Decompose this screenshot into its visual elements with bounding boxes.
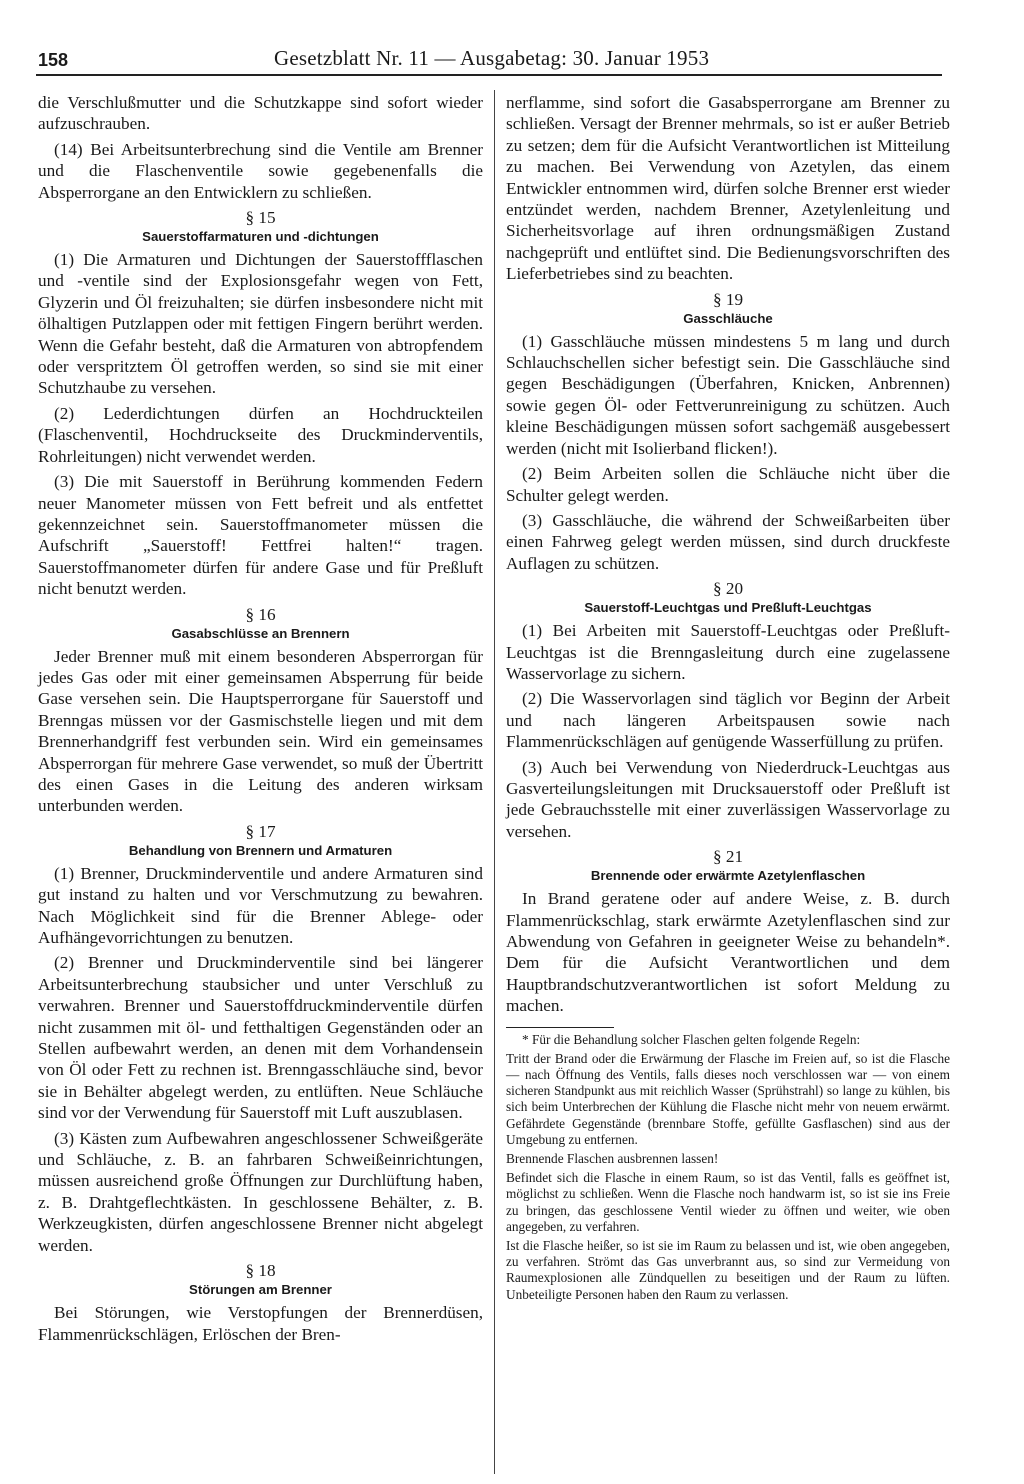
section-number: § 16 xyxy=(245,604,276,624)
section-number: § 17 xyxy=(245,821,276,841)
paragraph: (1) Bei Arbeiten mit Sauerstoff-Leuchtgas oder Preßluft-Leuchtgas ist die Brenngasleitung durch eine zugelassene Wasservorlage zu sichern. xyxy=(506,621,950,683)
gazette-title: Gesetzblatt Nr. 11 — Ausgabetag: 30. Januar 1953 xyxy=(274,46,710,70)
section-number: § 19 xyxy=(712,289,744,309)
right-column xyxy=(506,92,950,1306)
footnote: * Für die Behandlung solcher Flaschen gelten folgende Regeln: xyxy=(522,1031,861,1047)
section-number: § 18 xyxy=(245,1261,276,1281)
paragraph: (14) Bei Arbeitsunterbrechung sind die Ventile am Brenner und die Flaschenventile sowie gegebenenfalls die Absperrorgane an den Entwicklern zu schließen. xyxy=(38,139,483,202)
paragraph: (3) Kästen zum Aufbewahren angeschlossener Schweißgeräte und Schläuche, z. B. an fahrbaren Schweißeinrichtungen, müssen ausreichend große Öffnungen zur Durchlüftung haben, z. B. Drahtgeflechtkästen. In geschlossene Behälter, z. B. Werkzeugkisten, dürfen angeschlossene Brenner nicht abgelegt werden. xyxy=(38,1128,483,1255)
footnote: Befindet sich die Flasche in einem Raum, so ist das Ventil, falls es geöffnet ist, möglichst zu schließen. Wenn die Flasche noch handwarm ist, so ist sie ins Freie zu bringen, das geschlossene Ventil wieder zu öffnen und weiter, wie oben angegeben, zu verfahren. xyxy=(506,1170,950,1234)
section-heading: Sauerstoffarmaturen und -dichtungen xyxy=(142,229,379,245)
paragraph: (3) Auch bei Verwendung von Niederdruck-Leuchtgas aus Gasverteilungsleitungen mit Drucksauerstoff oder Preßluft ist jede Gebrauchsstelle mit einer zuverlässigen Wasservorlage zu versehen. xyxy=(506,757,950,841)
paragraph: (1) Brenner, Druckminderventile und andere Armaturen sind gut instand zu halten und vor Verschmutzung zu bewahren. Nach Möglichkeit sind für die Brenner Ablege- oder Aufhängevorrichtungen zu benutzen. xyxy=(38,863,483,947)
paragraph: (2) Brenner und Druckminderventile sind bei längerer Arbeitsunterbrechung staubsicher und unter Verschluß zu verwahren. Brenner und Sauerstoffdruckminderventile dürfen nicht zusammen mit öl- und fetthaltigen Gegenständen oder an Stellen aufbewahrt werden, an denen mit dem Vorhandensein von Öl oder Fett zu rechnen ist. Brenngasschläuche sind, bevor sie in Behälter abgelegt werden, zu entlüften. Neue Schläuche sind vor der Verwendung für Sauerstoff mit Luft auszublasen. xyxy=(38,953,483,1123)
page-header xyxy=(36,44,942,76)
footnote: Brennende Flaschen ausbrennen lassen! xyxy=(506,1151,719,1167)
footnote: Ist die Flasche heißer, so ist sie im Raum zu belassen und ist, wie oben angegeben, zu verfahren. Strömt das Gas unverbrannt aus, so sind zur Vermeidung von Raumexplosionen alle Zündquellen zu beseitigen und der Raum zu lüften. Unbeteiligte Personen haben den Raum zu verlassen. xyxy=(506,1238,950,1302)
footnote-rule xyxy=(506,1027,614,1028)
left-column xyxy=(38,92,483,1349)
paragraph: (1) Gasschläuche müssen mindestens 5 m lang und durch Schlauchschellen sicher befestigt sein. Die Gasschläuche sind gegen Beschädigungen (Überfahren, Knicken, Anbrennen) sowie gegen Öl- oder Fettverunreinigung zu schützen. Auch kleine Beschädigungen müssen sofort sachgemäß ausgebessert werden (nicht mit Isolierband flicken!). xyxy=(506,331,950,458)
section-heading: Behandlung von Brennern und Armaturen xyxy=(128,842,393,858)
section-heading: Gasschläuche xyxy=(683,310,773,326)
page-number: 158 xyxy=(38,50,69,70)
section-number: § 15 xyxy=(245,208,276,228)
paragraph: Jeder Brenner muß mit einem besonderen Absperrorgan für jedes Gas oder mit einer gemeinsamen Absperrung für beide Gase versehen sein. Die Hauptsperrorgane für Sauerstoff und Brenngas müssen vor der Gasmischstelle liegen und mit dem Brennerhandgriff fest verbunden sein. Wird ein gemeinsames Absperrorgan für mehrere Gase verwendet, so muß der Übertritt des einen Gases in die Leitung des anderen wirksam unterbunden werden. xyxy=(38,646,483,816)
paragraph: (2) Die Wasservorlagen sind täglich vor Beginn der Arbeit und nach längeren Arbeitspausen sowie nach Flammenrückschlägen auf genügende Wasserfüllung zu prüfen. xyxy=(506,689,950,752)
section-heading: Gasabschlüsse an Brennern xyxy=(171,625,350,641)
paragraph: (3) Gasschläuche, die während der Schweißarbeiten über einen Fahrweg gelegt werden müssen, sind durch druckfeste Auflagen zu schützen. xyxy=(506,510,950,573)
section-number: § 20 xyxy=(712,579,744,599)
paragraph: Bei Störungen, wie Verstopfungen der Brennerdüsen, Flammenrückschlägen, Erlöschen der Bren- xyxy=(38,1303,483,1344)
paragraph: In Brand geratene oder auf andere Weise, z. B. durch Flammenrückschlag, stark erwärmte Azetylenflaschen sind zur Abwendung von Gefahren in geeigneter Weise zu behandeln*. Dem für die Aufsicht Verantwortlichen und dem Hauptbrandschutzverantwortlichen ist sofort Meldung zu machen. xyxy=(506,889,950,1016)
paragraph: die Verschlußmutter und die Schutzkappe sind sofort wieder aufzuschrauben. xyxy=(38,93,483,134)
section-heading: Brennende oder erwärmte Azetylenflaschen xyxy=(590,868,866,884)
column-divider xyxy=(494,90,495,1474)
section-heading: Sauerstoff-Leuchtgas und Preßluft-Leuchtgas xyxy=(584,600,872,616)
section-heading: Störungen am Brenner xyxy=(189,1282,332,1298)
paragraph: (2) Beim Arbeiten sollen die Schläuche nicht über die Schulter gelegt werden. xyxy=(506,464,950,505)
paragraph: (3) Die mit Sauerstoff in Berührung kommenden Federn neuer Manometer müssen von Fett befreit und als entfettet gekennzeichnet sein. Sauerstoffmanometer müssen die Aufschrift „Sauerstoff! Fettfrei halten!“ tragen. Sauerstoffmanometer dürfen für andere Gase und für Preßluft nicht benutzt werden. xyxy=(38,472,483,599)
footnote: Tritt der Brand oder die Erwärmung der Flasche im Freien auf, so ist die Flasche — nach Öffnung des Ventils, falls dieses noch verschlossen war — von einem sicheren Standpunkt aus mit reichlich Wasser (Sprühstrahl) so lange zu kühlen, bis sich beim Unterbrechen der Kühlung die Flasche nicht mehr von neuem erwärmt. Gefährdete Gegenstände (brennbare Stoffe, gefüllte Gasflaschen) sind aus der Umgebung zu entfernen. xyxy=(506,1050,950,1147)
paragraph: (1) Die Armaturen und Dichtungen der Sauerstoffflaschen und -ventile sind der Explosionsgefahr wegen von Fett, Glyzerin und Öl freizuhalten; sie dürfen insbesondere nicht mit ölhaltigen Putzlappen oder mit fettigen Fingern berührt werden. Wenn die Gefahr besteht, daß die Armaturen von abtropfendem oder verspritztem Öl getroffen werden, so sind sie mit einer Schutzhaube zu versehen. xyxy=(38,250,483,398)
paragraph: nerflamme, sind sofort die Gasabsperrorgane am Brenner zu schließen. Versagt der Brenner mehrmals, so ist er außer Betrieb zu setzen; dem für die Aufsicht Verantwortlichen ist Mitteilung zu machen. Bei Verwendung von Azetylen, das einem Entwickler entnommen wird, dürfen solche Brenner erst wieder entzündet werden, nachdem Brenner, Azetylenleitung und Sicherheitsvorlage auf ihren ordnungsmäßigen Zustand nachgeprüft und entlüftet sind. Die Bedienungsvorschriften des Lieferbetriebes sind zu beachten. xyxy=(506,93,950,284)
section-number: § 21 xyxy=(712,847,744,867)
paragraph: (2) Lederdichtungen dürfen an Hochdruckteilen (Flaschenventil, Hochdruckseite des Druckminderventils, Rohrleitungen) nicht verwendet werden. xyxy=(38,403,483,466)
